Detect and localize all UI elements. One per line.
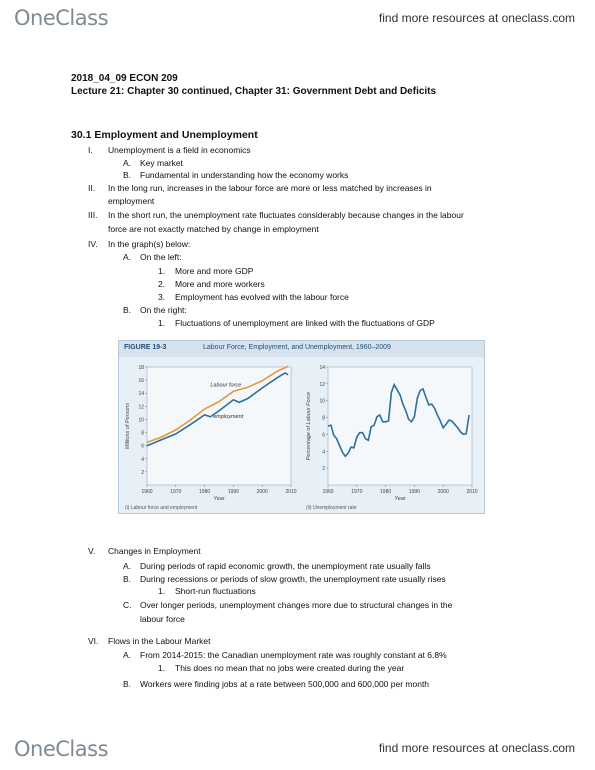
list-marker: 1.	[158, 266, 166, 276]
y-tick-label: 10	[319, 398, 325, 405]
y-tick-label: 2	[141, 469, 144, 476]
y-tick-label: 8	[141, 430, 144, 437]
list-marker: B.	[123, 305, 132, 315]
resources-link[interactable]: find more resources at oneclass.com	[378, 11, 575, 25]
series-label: employment	[213, 414, 244, 421]
list-item-text: labour force	[140, 614, 185, 624]
list-item-text: Key market	[140, 158, 183, 168]
list-marker: A.	[123, 158, 132, 168]
y-tick-label: 6	[322, 432, 325, 439]
y-tick-label: 2	[322, 466, 325, 473]
x-axis-label: Year	[394, 496, 406, 502]
chart-caption: (ii) Unemployment rate	[306, 505, 357, 511]
list-marker: B.	[123, 679, 132, 689]
y-tick-label: 6	[141, 443, 144, 450]
figure-label: FIGURE 19-3	[124, 344, 167, 351]
list-marker: I.	[88, 145, 93, 155]
x-tick-label: 1970	[351, 489, 363, 495]
x-tick-label: 1980	[199, 489, 211, 495]
list-item-text: Fluctuations of unemployment are linked with the fluctuations of GDP	[175, 318, 435, 328]
list-item-text: In the short run, the unemployment rate fluctuates considerably because changes in the labour	[108, 210, 464, 220]
x-tick-label: 1990	[408, 489, 420, 495]
figure-caption: Labour Force, Employment, and Unemployment, 1960–2009	[203, 344, 391, 351]
y-axis-label: Percentage of Labour Force	[306, 391, 312, 461]
list-item-text: Unemployment is a field in economics	[108, 145, 251, 155]
x-tick-label: 2000	[437, 489, 449, 495]
oneclass-logo-footer[interactable]: OneClass	[14, 737, 109, 761]
doc-date-course: 2018_04_09 ECON 209	[71, 73, 178, 84]
chart-unemployment-rate	[302, 357, 482, 513]
list-item-text: More and more workers	[175, 279, 265, 289]
chart-labour-force-employment	[121, 357, 301, 513]
x-tick-label: 1970	[170, 489, 182, 495]
series-label: Labour force	[210, 382, 242, 389]
x-tick-label: 1990	[227, 489, 239, 495]
list-item-text: During periods of rapid economic growth, the unemployment rate usually falls	[140, 561, 431, 571]
list-marker: 3.	[158, 292, 166, 302]
section-heading: 30.1 Employment and Unemployment	[71, 129, 258, 141]
y-tick-label: 12	[319, 381, 325, 388]
list-marker: V.	[88, 546, 96, 556]
list-marker: B.	[123, 574, 132, 584]
list-marker: B.	[123, 170, 132, 180]
list-marker: 2.	[158, 279, 166, 289]
oneclass-logo[interactable]: OneClass	[14, 6, 109, 30]
list-item-text: force are not exactly matched by change in employment	[108, 224, 319, 234]
x-tick-label: 2010	[285, 489, 297, 495]
x-axis-label: Year	[213, 496, 225, 502]
list-item-text: Changes in Employment	[108, 546, 201, 556]
chart-caption: (i) Labour force and employment	[125, 505, 198, 511]
list-marker: A.	[123, 650, 132, 660]
list-marker: 1.	[158, 586, 166, 596]
list-marker: 1.	[158, 318, 166, 328]
y-tick-label: 8	[322, 415, 325, 422]
list-item-text: Flows in the Labour Market	[108, 636, 211, 646]
list-item-text: Workers were finding jobs at a rate between 500,000 and 600,000 per month	[140, 679, 430, 689]
list-item-text: More and more GDP	[175, 266, 254, 276]
y-axis-label: Millions of Persons	[125, 402, 131, 450]
doc-lecture-title: Lecture 21: Chapter 30 continued, Chapter 31: Government Debt and Deficits	[71, 86, 437, 97]
list-item-text: Over longer periods, unemployment changes more due to structural changes in the	[140, 600, 453, 610]
list-marker: IV.	[88, 239, 98, 249]
figure-19-3	[118, 340, 485, 514]
resources-link-footer[interactable]: find more resources at oneclass.com	[378, 741, 575, 755]
list-marker: A.	[123, 561, 132, 571]
plot-area	[328, 367, 472, 485]
y-tick-label: 10	[138, 417, 144, 424]
list-item-text: From 2014-2015: the Canadian unemployment rate was roughly constant at 6.8%	[140, 650, 447, 660]
list-item-text: Fundamental in understanding how the economy works	[140, 170, 349, 180]
list-marker: III.	[88, 210, 98, 220]
x-tick-label: 2010	[466, 489, 478, 495]
y-tick-label: 18	[138, 365, 144, 371]
list-marker: II.	[88, 183, 96, 193]
y-tick-label: 4	[141, 456, 144, 463]
list-item-text: Short-run fluctuations	[175, 586, 256, 596]
y-tick-label: 4	[322, 449, 325, 456]
list-item-text: During recessions or periods of slow growth, the unemployment rate usually rises	[140, 574, 446, 584]
list-marker: C.	[123, 600, 132, 610]
x-tick-label: 2000	[256, 489, 268, 495]
x-tick-label: 1980	[380, 489, 392, 495]
list-item-text: employment	[108, 196, 155, 206]
x-tick-label: 1960	[141, 489, 153, 495]
list-marker: A.	[123, 252, 132, 262]
list-marker: 1.	[158, 663, 166, 673]
list-item-text: On the right:	[140, 305, 187, 315]
y-tick-label: 16	[138, 378, 144, 385]
list-item-text: Employment has evolved with the labour force	[175, 292, 349, 302]
figure-header	[119, 341, 484, 357]
list-item-text: In the long run, increases in the labour force are more or less matched by increases in	[108, 183, 432, 193]
y-tick-label: 14	[138, 391, 144, 398]
y-tick-label: 12	[138, 404, 144, 411]
list-item-text: This does no mean that no jobs were created during the year	[175, 663, 405, 673]
x-tick-label: 1960	[322, 489, 334, 495]
list-item-text: On the left:	[140, 252, 182, 262]
y-tick-label: 14	[319, 365, 325, 371]
list-marker: VI.	[88, 636, 99, 646]
list-item-text: In the graph(s) below:	[108, 239, 191, 249]
